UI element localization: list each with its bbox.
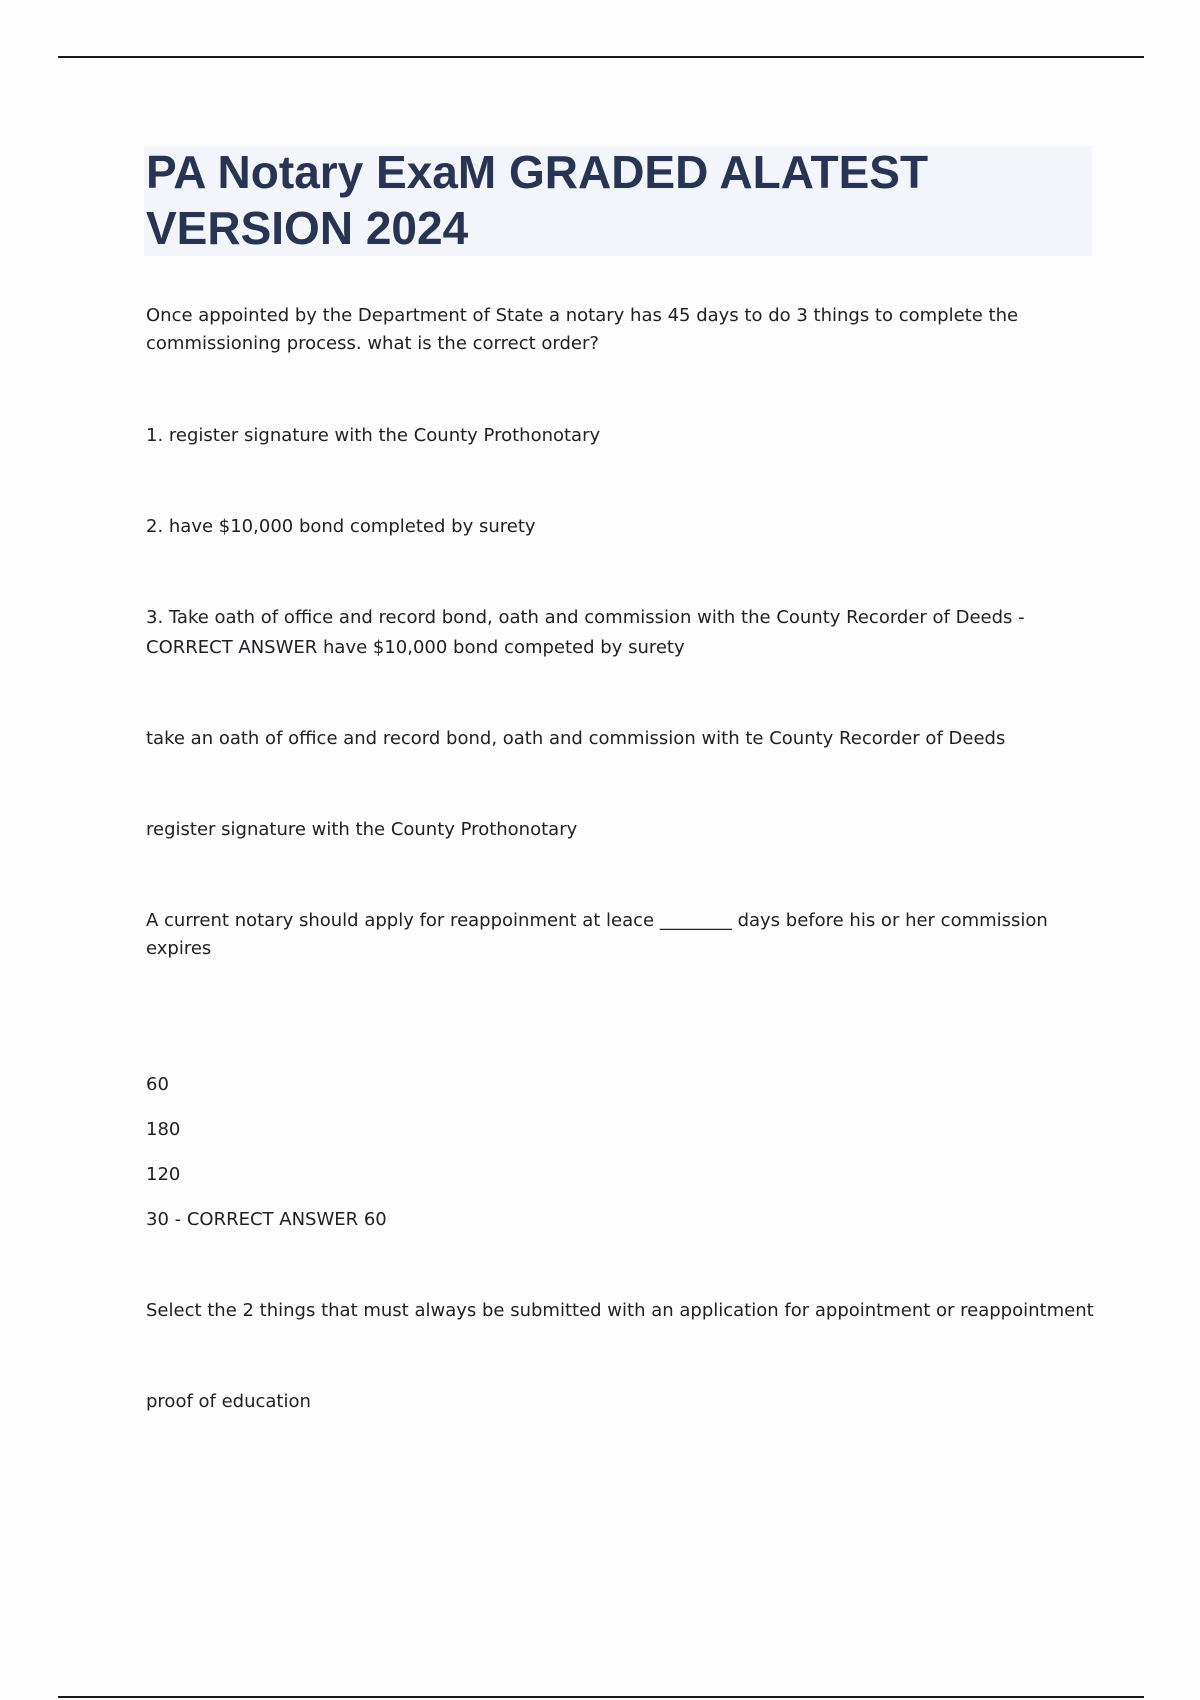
answer-1-step-3: register signature with the County Prothonotary	[146, 819, 578, 840]
choice-60: 60	[146, 1074, 169, 1095]
question-1-line-2: commissioning process. what is the correct order?	[146, 333, 599, 354]
title-line-2: VERSION 2024	[146, 202, 469, 254]
bottom-rule	[58, 1696, 1144, 1698]
question-2-line-1: A current notary should apply for reappoinment at leace ________ days before his or her commission	[146, 910, 1048, 931]
choice-120: 120	[146, 1164, 181, 1185]
question-3: Select the 2 things that must always be submitted with an application for appointment or reappointment	[146, 1300, 1094, 1321]
answer-1: CORRECT ANSWER have $10,000 bond competed by surety	[146, 637, 685, 658]
answer-1-step-2: take an oath of office and record bond, oath and commission with te County Recorder of Deeds	[146, 728, 1006, 749]
option-2: 2. have $10,000 bond completed by surety	[146, 516, 536, 537]
question-2-line-2: expires	[146, 938, 212, 959]
option-1: 1. register signature with the County Prothonotary	[146, 425, 601, 446]
question-3-option-1: proof of education	[146, 1391, 311, 1412]
page-title	[146, 144, 1090, 256]
top-rule	[58, 56, 1144, 58]
title-line-1: PA Notary ExaM GRADED ALATEST	[146, 146, 929, 198]
option-3: 3. Take oath of office and record bond, oath and commission with the County Recorder of Deeds -	[146, 607, 1025, 628]
choice-180: 180	[146, 1119, 181, 1140]
answer-2: 30 - CORRECT ANSWER 60	[146, 1209, 387, 1230]
question-1-line-1: Once appointed by the Department of State a notary has 45 days to do 3 things to complete the	[146, 305, 1019, 326]
